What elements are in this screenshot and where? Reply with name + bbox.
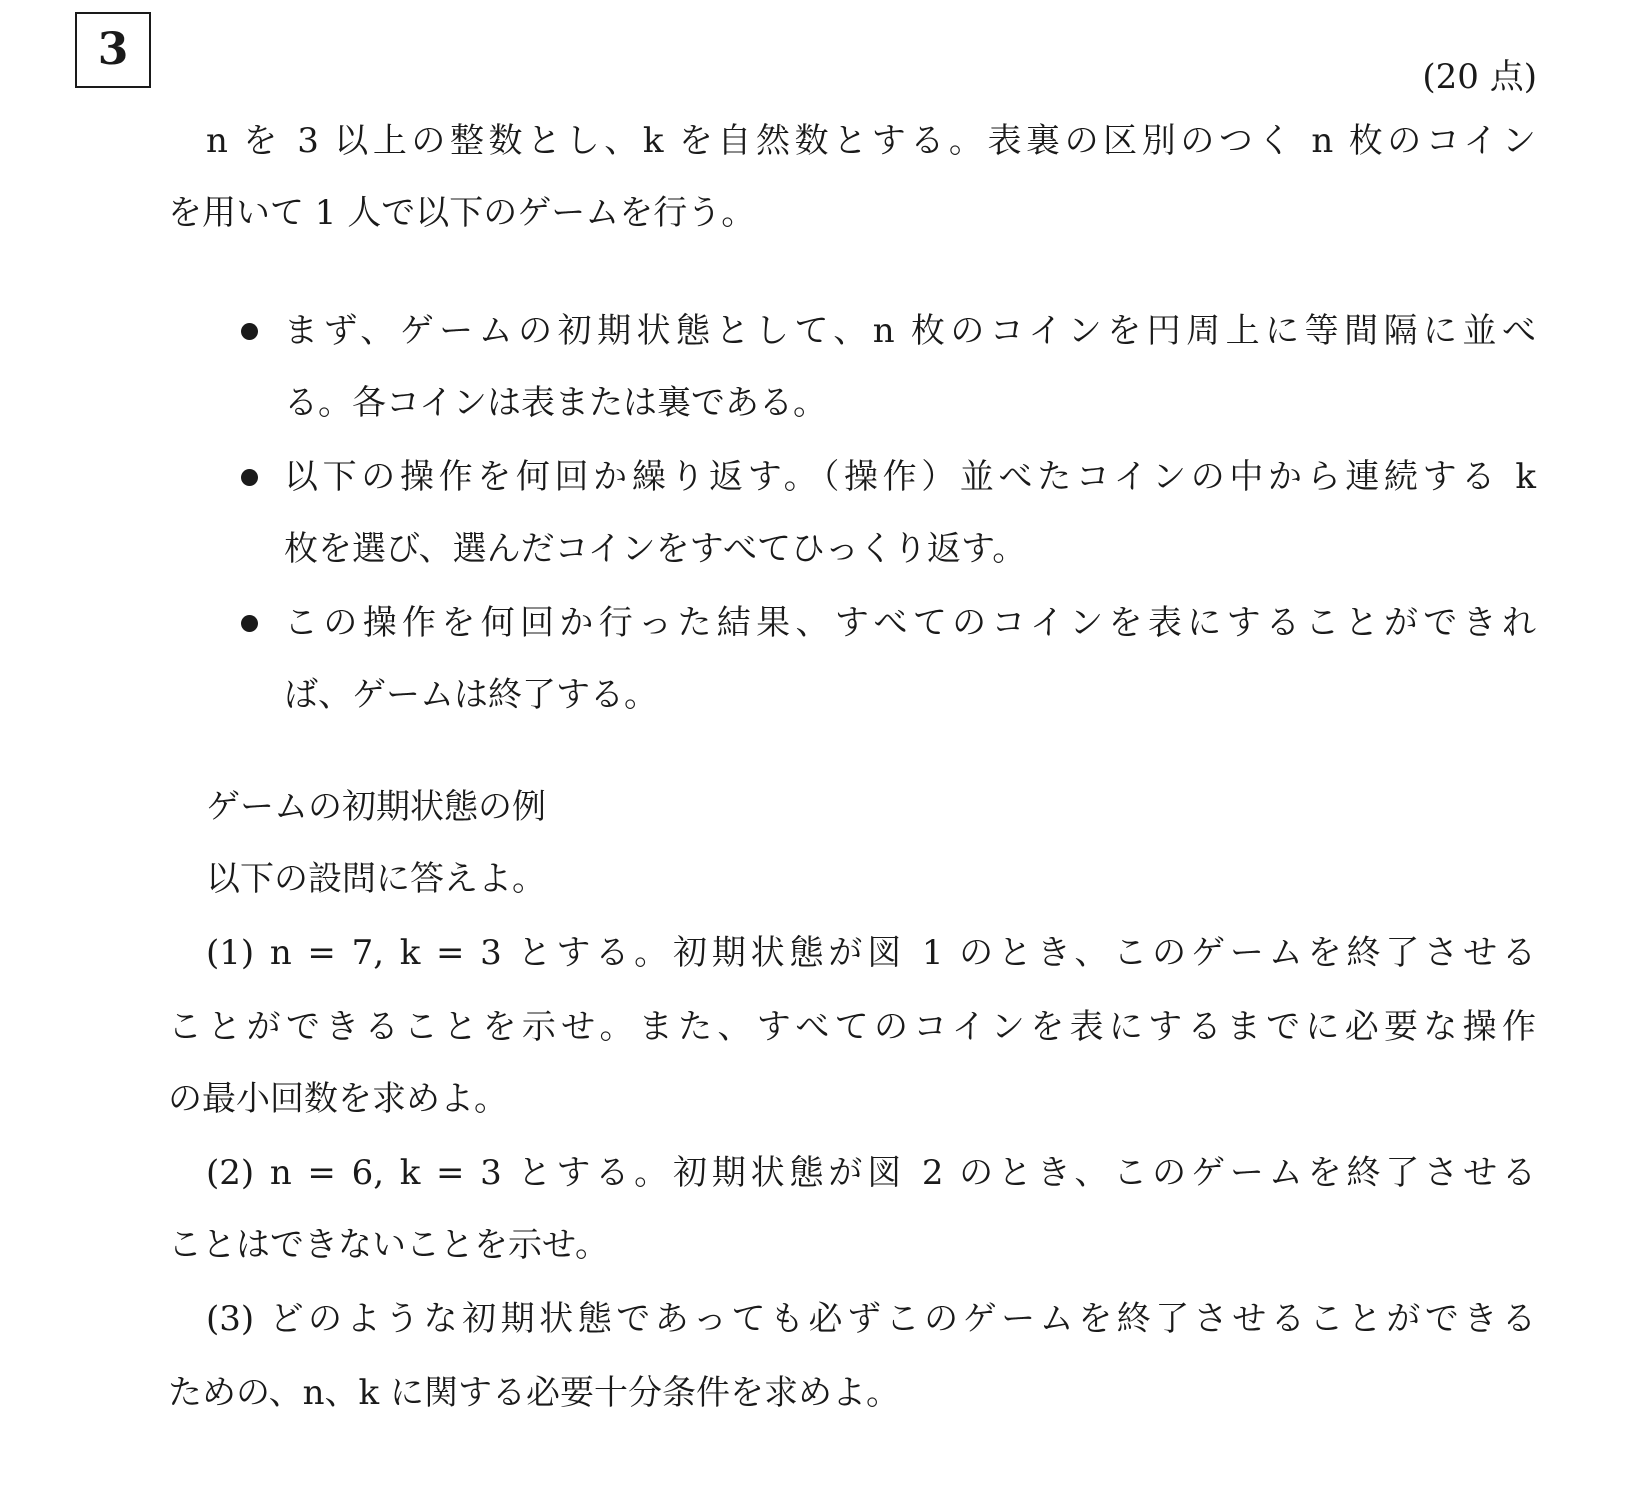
rule-2-line-2: 枚を選び、選んだコインをすべてひっくり返す。 <box>284 529 1027 569</box>
example-caption: ゲームの初期状態の例 <box>206 787 546 827</box>
question-1-line-1: (1) n = 7, k = 3 とする。初期状態が図 1 のとき、このゲームを終了させる <box>206 933 1536 973</box>
problem-number-box: 3 <box>75 12 151 88</box>
rule-2-line-1: 以下の操作を何回か繰り返す。（操作）並べたコインの中から連続する k <box>284 457 1536 497</box>
question-1-line-2: ことができることを示せ。また、すべてのコインを表にするまでに必要な操作 <box>168 1007 1536 1047</box>
points-label: (20 点) <box>1422 57 1537 97</box>
bullet-dot <box>241 323 258 340</box>
bullet-dot <box>241 615 258 632</box>
question-3-line-1: (3) どのような初期状態であっても必ずこのゲームを終了させることができる <box>206 1299 1536 1339</box>
rule-1-line-1: まず、ゲームの初期状態として、n 枚のコインを円周上に等間隔に並べ <box>284 311 1536 351</box>
rule-3-line-2: ば、ゲームは終了する。 <box>284 675 658 715</box>
intro-line-1: n を 3 以上の整数とし、k を自然数とする。表裏の区別のつく n 枚のコイン <box>206 121 1536 161</box>
question-2-line-1: (2) n = 6, k = 3 とする。初期状態が図 2 のとき、このゲームを終了させる <box>206 1153 1536 1193</box>
rule-3-line-1: この操作を何回か行った結果、すべてのコインを表にすることができれ <box>284 603 1536 643</box>
question-3-line-2: ための、n、k に関する必要十分条件を求めよ。 <box>168 1373 900 1413</box>
rule-1-line-2: る。各コインは表または裏である。 <box>284 383 827 423</box>
intro-line-2: を用いて 1 人で以下のゲームを行う。 <box>168 193 756 233</box>
question-1-line-3: の最小回数を求めよ。 <box>168 1079 508 1119</box>
instruction-text: 以下の設問に答えよ。 <box>206 859 546 899</box>
bullet-dot <box>241 469 258 486</box>
question-2-line-2: ことはできないことを示せ。 <box>168 1225 609 1265</box>
